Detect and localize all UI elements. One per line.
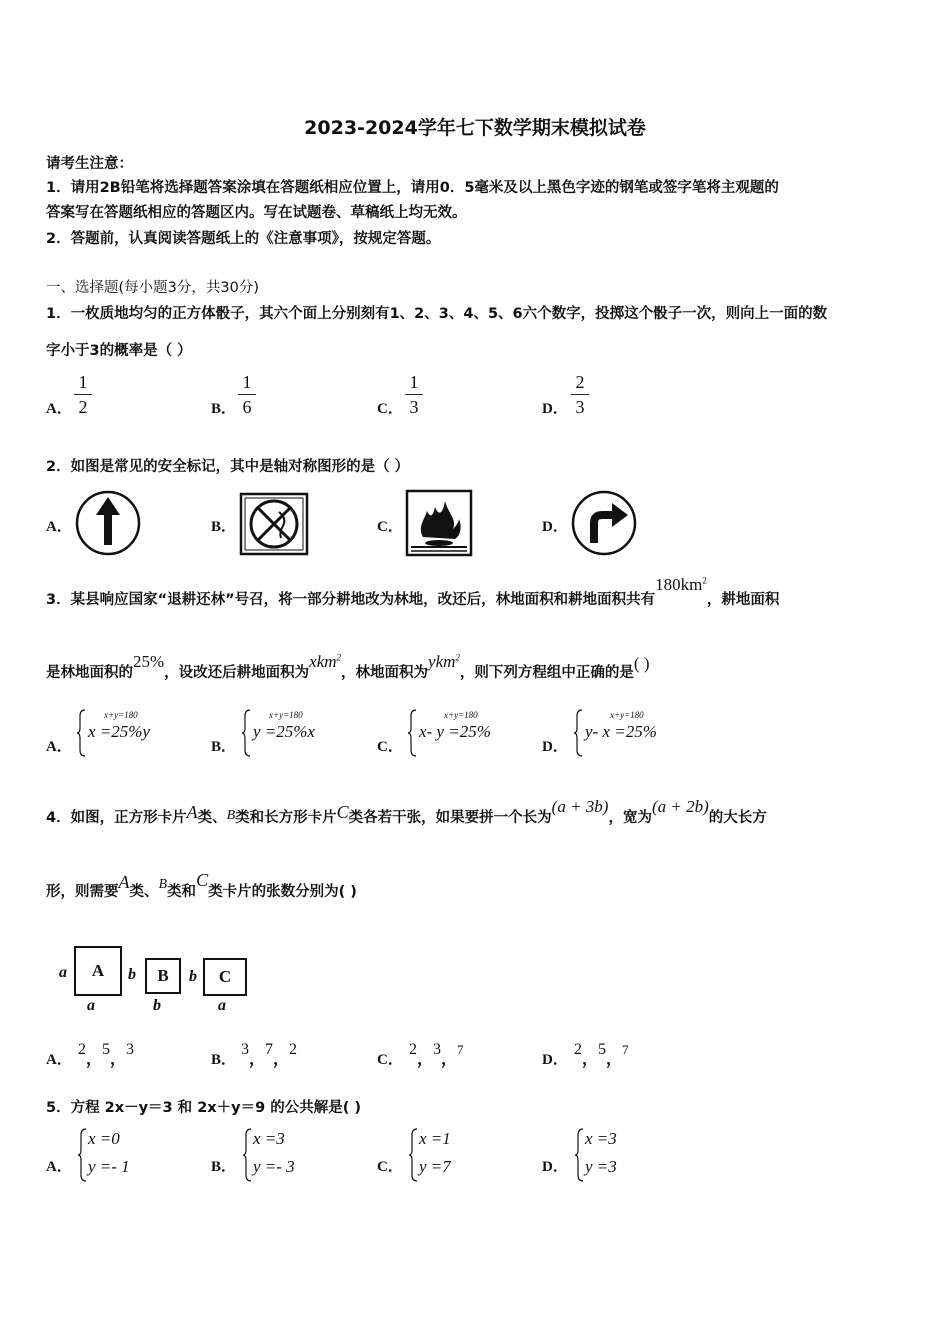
equation-top: x =1 (419, 1129, 451, 1148)
q3-y-area-value: ykm (428, 652, 456, 671)
q4-text-6: 的大长方 (708, 810, 767, 826)
fraction-bar (405, 394, 423, 395)
equation-bottom: y =- 1 (88, 1157, 130, 1176)
section-heading: 一、选择题(每小题3分，共30分) (46, 280, 259, 296)
separator: ， (86, 1051, 103, 1068)
q3-text-c: ，林地面积为 (341, 665, 429, 681)
equation-bottom: x- y =25% (419, 722, 491, 741)
q5-option-a-system (77, 1127, 167, 1183)
card-b: B (145, 958, 181, 994)
q1-option-a-fraction (74, 372, 92, 417)
equation-top: x+y=180 (444, 710, 478, 720)
q2-option-b-label: B． (211, 519, 237, 535)
denominator: 2 (78, 397, 88, 417)
equation-top: x+y=180 (104, 710, 138, 720)
separator: ， (582, 1051, 599, 1068)
separator: ， (606, 1051, 623, 1068)
q4-var-a: A (186, 802, 198, 822)
q4-option-b-values (241, 1036, 298, 1068)
q4-text-9: 类和 (167, 884, 197, 900)
brace-icon (408, 1127, 418, 1183)
separator: ， (110, 1051, 127, 1068)
q3-answer-paren: ( ) (633, 654, 650, 673)
q2-option-a-label: A． (46, 519, 72, 535)
numerator: 2 (575, 372, 585, 392)
q3-text-a: 是林地面积的 (46, 665, 133, 681)
equation-bottom: y =- 3 (253, 1157, 295, 1176)
value: 7 (457, 1042, 464, 1057)
card-c-side-label: b (189, 968, 197, 985)
up-arrow-sign-icon (74, 489, 142, 557)
numerator: 1 (78, 372, 88, 392)
equation-bottom: y =25%x (253, 722, 315, 741)
q4-width: (a + 2b) (651, 797, 709, 816)
q3-stem-line-2 (46, 652, 650, 682)
q4-stem-line-2 (46, 870, 357, 901)
equation-bottom: y =7 (419, 1157, 451, 1176)
q3-area-exponent: 2 (702, 575, 707, 586)
q3-x-area-exponent: 2 (336, 652, 342, 663)
equation-bottom: y- x =25% (585, 722, 657, 741)
q3-area-value: 180km (655, 575, 703, 594)
q4-option-a-label: A． (46, 1052, 72, 1068)
notice-heading: 请考生注意： (46, 156, 133, 172)
brace-icon (573, 708, 583, 758)
brace-icon (574, 1127, 584, 1183)
separator: ， (417, 1051, 434, 1068)
value: 5 (102, 1041, 111, 1058)
value: 2 (289, 1041, 298, 1058)
fraction-bar (571, 394, 589, 395)
q3-y-area (428, 652, 460, 671)
q4-var-a-2: A (118, 872, 130, 892)
q3-x-area-value: xkm (309, 652, 337, 671)
value: 2 (78, 1041, 86, 1058)
q1-stem-line-1: 1．一枚质地均匀的正方体骰子，其六个面上分别刻有1、2、3、4、5、6六个数字，投掷这个骰子一次，则向上一面的数 (46, 306, 828, 322)
q1-option-b-fraction (238, 372, 256, 417)
q4-text-10: 类卡片的张数分别为( ) (208, 884, 357, 900)
q5-option-b-system (242, 1127, 332, 1183)
value: 7 (265, 1041, 274, 1058)
denominator: 6 (242, 397, 252, 417)
q3-option-a-system (76, 708, 186, 758)
brace-icon (77, 1127, 87, 1183)
q3-percent: 25% (133, 652, 165, 671)
q3-option-d-system (573, 708, 693, 758)
fraction-bar (74, 394, 92, 395)
turn-right-sign-icon (570, 489, 638, 557)
q3-text: 3．某县响应国家“退耕还林”号召，将一部分耕地改为林地，改还后，林地面积和耕地面积共有 (46, 592, 656, 608)
value: 3 (433, 1041, 442, 1058)
page-title: 2023-2024学年七下数学期末模拟试卷 (304, 117, 646, 139)
equation-top: x =0 (88, 1129, 120, 1148)
q1-option-a-label: A． (46, 401, 72, 417)
q3-option-c-system (407, 708, 527, 758)
card-a-side-label: a (59, 964, 67, 981)
q3-option-d-label: D． (542, 739, 568, 755)
q4-length: (a + 3b) (551, 797, 609, 816)
value: 2 (409, 1041, 417, 1058)
value: 2 (574, 1041, 582, 1058)
equation-top: x+y=180 (610, 710, 644, 720)
q5-stem: 5．方程 2x－y＝3 和 2x＋y＝9 的公共解是( ) (46, 1100, 362, 1116)
q3-option-a-label: A． (46, 739, 72, 755)
q4-text-3: 类和长方形卡片 (235, 810, 337, 826)
q3-option-b-label: B． (211, 739, 237, 755)
denominator: 3 (409, 397, 419, 417)
brace-icon (407, 708, 417, 758)
no-open-flame-sign-icon (239, 492, 309, 556)
q3-option-b-system (241, 708, 351, 758)
q4-var-c-2: C (196, 870, 209, 890)
q3-text-d: ，则下列方程组中正确的是 (459, 665, 634, 681)
q3-stem-line-1 (46, 575, 780, 609)
q3-total-area (655, 575, 707, 594)
q4-option-d-label: D． (542, 1052, 568, 1068)
value: 7 (622, 1042, 629, 1057)
q4-text-5: ，宽为 (608, 810, 652, 826)
q4-var-b-2: B (158, 877, 168, 892)
card-c-bottom-label: a (218, 997, 226, 1014)
q4-var-c: C (336, 802, 349, 822)
brace-icon (242, 1127, 252, 1183)
equation-top: x =3 (253, 1129, 285, 1148)
card-c: C (203, 958, 247, 996)
numerator: 1 (242, 372, 252, 392)
q4-option-c-label: C． (377, 1052, 403, 1068)
q4-stem-line-1 (46, 797, 767, 827)
flammable-sign-icon (405, 489, 473, 557)
q4-option-c-values (409, 1036, 464, 1068)
q1-option-c-fraction (405, 372, 423, 417)
notice-line-3: 2．答题前，认真阅读答题纸上的《注意事项》，按规定答题。 (46, 231, 441, 247)
separator: ， (441, 1051, 458, 1068)
q3-y-area-exponent: 2 (455, 652, 460, 663)
q5-option-c-label: C． (377, 1159, 403, 1175)
brace-icon (76, 708, 86, 758)
q1-stem-line-2: 字小于3的概率是（ ） (46, 343, 192, 359)
q4-text-8: 类、 (129, 884, 159, 900)
q4-text-2: 类、 (197, 810, 227, 826)
q3-text-end: ，耕地面积 (706, 592, 780, 608)
q1-option-b-label: B． (211, 401, 237, 417)
equation-bottom: y =3 (585, 1157, 617, 1176)
numerator: 1 (409, 372, 419, 392)
q5-option-a-label: A． (46, 1159, 72, 1175)
q1-option-d-label: D． (542, 401, 568, 417)
q5-option-d-system (574, 1127, 664, 1183)
card-a-bottom-label: a (87, 997, 95, 1014)
card-b-side-label: b (128, 966, 136, 983)
q3-text-b: ，设改还后耕地面积为 (164, 665, 310, 681)
q4-text-7: 形，则需要 (46, 884, 119, 900)
q4-option-d-values (574, 1036, 629, 1068)
equation-top: x+y=180 (269, 710, 303, 720)
separator: ， (273, 1051, 290, 1068)
denominator: 3 (575, 397, 585, 417)
card-a: A (74, 946, 122, 996)
q1-option-c-label: C． (377, 401, 403, 417)
value: 3 (241, 1041, 249, 1058)
fraction-bar (238, 394, 256, 395)
q2-option-c-label: C． (377, 519, 403, 535)
q4-option-a-values (78, 1036, 135, 1068)
separator: ， (249, 1051, 266, 1068)
q2-option-d-label: D． (542, 519, 568, 535)
q3-option-c-label: C． (377, 739, 403, 755)
card-b-bottom-label: b (153, 997, 161, 1014)
equation-bottom: x =25%y (88, 722, 150, 741)
q4-option-b-label: B． (211, 1052, 237, 1068)
q5-option-d-label: D． (542, 1159, 568, 1175)
q4-text-1: 4．如图，正方形卡片 (46, 810, 187, 826)
q4-text-4: 类各若干张，如果要拼一个长为 (348, 810, 552, 826)
q4-var-b: B (226, 808, 236, 823)
value: 5 (598, 1041, 607, 1058)
q3-x-area (309, 652, 341, 671)
brace-icon (241, 708, 251, 758)
q5-option-c-system (408, 1127, 498, 1183)
q1-option-d-fraction (571, 372, 589, 417)
q2-stem: 2．如图是常见的安全标记，其中是轴对称图形的是（ ） (46, 459, 410, 475)
value: 3 (126, 1041, 135, 1058)
equation-top: x =3 (585, 1129, 617, 1148)
notice-line-1: 1．请用2B铅笔将选择题答案涂填在答题纸相应位置上，请用0．5毫米及以上黑色字迹的钢笔或签字笔将主观题的 (46, 180, 779, 196)
notice-line-2: 答案写在答题纸相应的答题区内。写在试题卷、草稿纸上均无效。 (46, 205, 467, 221)
q5-option-b-label: B． (211, 1159, 237, 1175)
